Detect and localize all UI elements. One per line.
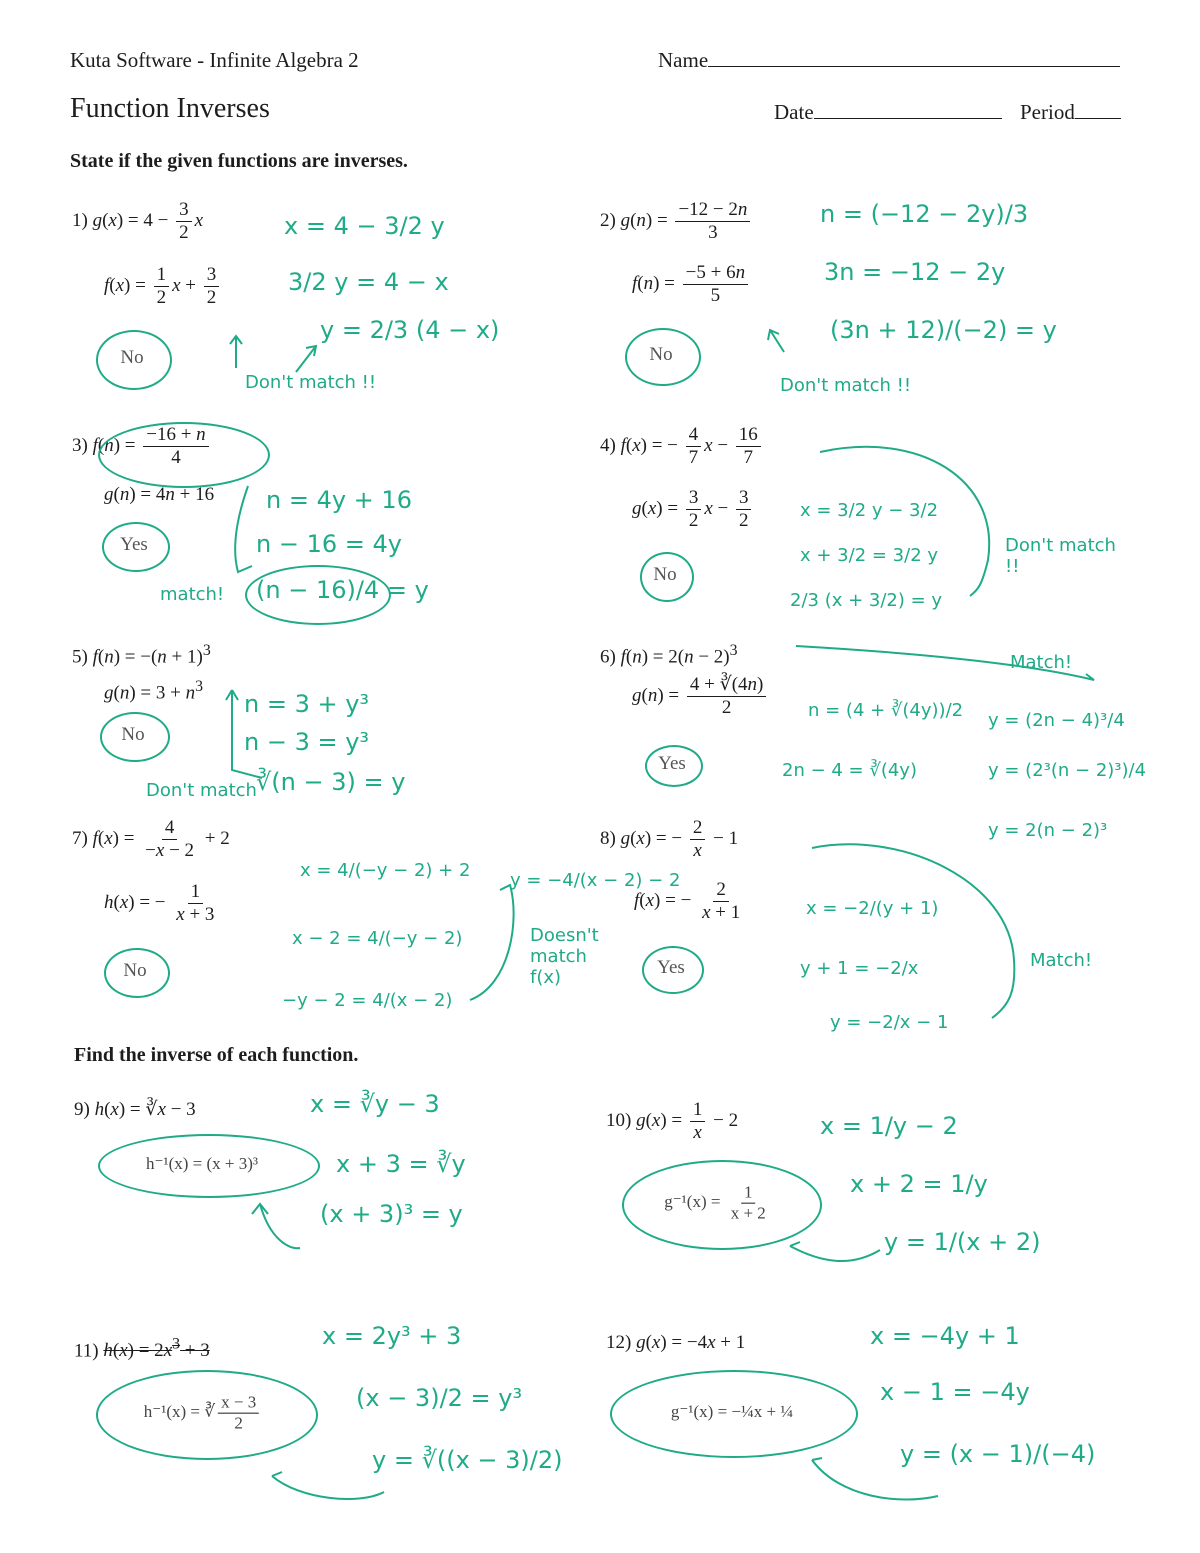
work-line: x = 1/y − 2: [820, 1112, 958, 1140]
problem-8-answer: Yes: [657, 957, 685, 978]
section2-instruction: Find the inverse of each function.: [74, 1044, 359, 1066]
work-line: y = −2/x − 1: [830, 1012, 949, 1033]
problem-number: 5): [72, 646, 88, 668]
work-line: n − 3 = y³: [244, 728, 370, 756]
work-note: Match!: [1030, 950, 1093, 971]
work-line: y = 1/(x + 2): [884, 1228, 1041, 1256]
work-line: x = −2/(y + 1): [806, 898, 939, 919]
publisher-line: Kuta Software - Infinite Algebra 2: [70, 48, 359, 72]
problem-10-g: 10) g(x) = $\frac{1}{x}$ − 2: [606, 1099, 739, 1143]
problem-3-f: 3) f(n) = $\frac{-16 + n}{4}$: [72, 425, 212, 468]
problem-number: 11): [74, 1340, 99, 1362]
arrow: [296, 346, 316, 372]
work-line: x = 4 − 3/2 y: [284, 212, 445, 240]
problem-9-h: 9) h(x) = ∛x − 3: [74, 1099, 196, 1120]
arrow: [252, 1204, 300, 1248]
answer-denominator: 2: [234, 1413, 243, 1433]
problem-12-g: 12) g(x) = −4x + 1: [606, 1332, 746, 1353]
period-label: Period: [1020, 100, 1075, 124]
problem-7-f: 7) f(x) = $\frac{4}{-x - 2}$ + 2: [72, 817, 230, 861]
work-line: x + 3 = ∛y: [336, 1150, 466, 1178]
problem-11-h: 11) $h(x) = 2x^3 + 3$: [74, 1336, 210, 1362]
problem-2-answer: No: [649, 344, 673, 365]
arrow: [230, 336, 242, 368]
work-note: Doesn't match f(x): [530, 925, 599, 988]
work-line: x − 1 = −4y: [880, 1378, 1030, 1406]
answer-lhs: g⁻¹(x) =: [664, 1191, 721, 1211]
work-line: x = −4y + 1: [870, 1322, 1020, 1350]
work-line: y = 2/3 (4 − x): [320, 316, 500, 344]
date-label: Date: [774, 100, 814, 124]
problem-7-answer: No: [123, 960, 147, 981]
work-line: x − 2 = 4/(−y − 2): [292, 928, 463, 949]
work-line: 2/3 (x + 3/2) = y: [790, 590, 943, 611]
arrow: [790, 1242, 880, 1261]
work-line: n − 16 = 4y: [256, 530, 402, 558]
problem-4-f: 4) f(x) = − $\frac{4}{7}$ x − $\frac{16}{7}$: [600, 425, 764, 468]
problem-number: 12): [606, 1332, 632, 1353]
answer-numerator: x − 3: [218, 1394, 259, 1414]
work-line: 3/2 y = 4 − x: [288, 268, 449, 296]
problem-11-answer: h⁻¹(x) = ∛ $\frac{x - 3}{2}$: [144, 1394, 262, 1433]
work-note: Don't match: [146, 780, 257, 801]
work-line: −y − 2 = 4/(x − 2): [282, 990, 453, 1011]
work-line: y = −4/(x − 2) − 2: [510, 870, 681, 891]
work-line: x + 3/2 = 3/2 y: [800, 545, 939, 566]
work-line: x = 4/(−y − 2) + 2: [300, 860, 471, 881]
work-line: (x + 3)³ = y: [320, 1200, 463, 1228]
problem-3-answer: Yes: [120, 534, 148, 555]
work-line: x = 2y³ + 3: [322, 1322, 462, 1350]
problem-number: 2): [600, 209, 616, 231]
problem-number: 3): [72, 434, 88, 456]
name-label: Name: [658, 48, 709, 72]
work-note: Don't match !!: [245, 372, 377, 393]
section1-instruction: State if the given functions are inverses.: [70, 150, 408, 172]
page-title: Function Inverses: [70, 93, 270, 124]
work-line: x + 2 = 1/y: [850, 1170, 988, 1198]
arrow: [226, 690, 262, 778]
answer-lhs: h⁻¹(x) =: [143, 1401, 201, 1421]
work-line: (x − 3)/2 = y³: [356, 1384, 523, 1412]
problem-2-f: f(n) = $\frac{-5 + 6n}{5}$: [632, 263, 751, 306]
work-line: y = (2³(n − 2)³)/4: [988, 760, 1147, 781]
work-line: (3n + 12)/(−2) = y: [830, 316, 1057, 344]
problem-6-answer: Yes: [658, 753, 686, 774]
arrow: [812, 844, 1014, 1018]
work-note: match!: [160, 584, 225, 605]
problem-8-g: 8) g(x) = − $\frac{2}{x}$ − 1: [600, 817, 739, 861]
arrow: [812, 1458, 938, 1500]
work-line: y = (x − 1)/(−4): [900, 1440, 1096, 1468]
problem-number: 9): [74, 1099, 90, 1120]
problem-1-answer: No: [120, 347, 144, 368]
problem-12-answer: g⁻¹(x) = −¼x + ¼: [670, 1402, 794, 1421]
work-line: (n − 16)/4 = y: [256, 576, 429, 604]
problem-5-answer: No: [121, 724, 145, 745]
problem-8-f: f(x) = − $\frac{2}{x + 1}$: [634, 879, 741, 923]
work-line: ∛(n − 3) = y: [256, 768, 406, 796]
problem-4-g: g(x) = $\frac{3}{2}$ x − $\frac{3}{2}$: [632, 488, 754, 531]
work-note: Don't match !!: [1005, 535, 1116, 577]
problem-number: 6): [600, 646, 616, 668]
problem-number: 10): [606, 1109, 632, 1131]
work-note: Don't match !!: [780, 375, 912, 396]
work-line: n = (4 + ∛(4y))/2: [808, 700, 964, 721]
work-line: y = ∛((x − 3)/2): [372, 1446, 563, 1474]
work-line: x = 3/2 y − 3/2: [800, 500, 939, 521]
problem-number: 7): [72, 827, 88, 849]
arrow: [272, 1472, 384, 1499]
arrow: [796, 646, 1094, 680]
problem-5-g: $g(n) = 3 + n^3$: [104, 678, 204, 704]
arrow: [820, 447, 989, 596]
problem-6-f: 6) $f(n) = 2(n - 2)^3$: [600, 642, 738, 668]
problem-1-g: 1) g(x) = 4 − $\frac{3}{2}$ x: [72, 199, 204, 243]
problem-6-g: g(n) = $\frac{4 + ∛(4n)}{2}$: [632, 675, 769, 718]
work-note: Match!: [1010, 652, 1073, 673]
problem-number: 1): [72, 209, 88, 231]
work-line: x = ∛y − 3: [310, 1090, 440, 1118]
work-line: y = 2(n − 2)³: [988, 820, 1108, 841]
problem-9-answer: h⁻¹(x) = (x + 3)³: [146, 1154, 258, 1173]
work-line: 2n − 4 = ∛(4y): [782, 760, 917, 781]
problem-number: 4): [600, 434, 616, 456]
answer-numerator: 1: [741, 1184, 756, 1204]
answer-denominator: x + 2: [730, 1203, 766, 1223]
work-line: y = (2n − 4)³/4: [988, 710, 1125, 731]
problem-5-f: 5) $f(n) = -(n + 1)^3$: [72, 642, 211, 668]
work-line: y + 1 = −2/x: [800, 958, 919, 979]
problem-1-f: f(x) = $\frac{1}{2}$ x + $\frac{3}{2}$: [104, 265, 222, 308]
work-line: n = 4y + 16: [266, 486, 412, 514]
problem-2-g: 2) g(n) = $\frac{-12 - 2n}{3}$: [600, 200, 753, 243]
problem-7-h: h(x) = − $\frac{1}{x + 3}$: [104, 881, 215, 925]
arrow: [235, 486, 252, 572]
work-line: n = 3 + y³: [244, 690, 370, 718]
arrow: [470, 885, 514, 1000]
problem-4-answer: No: [653, 564, 677, 585]
problem-3-g: g(n) = 4n + 16: [104, 484, 215, 505]
arrow: [768, 330, 784, 352]
work-line: 3n = −12 − 2y: [824, 258, 1006, 286]
work-line: n = (−12 − 2y)/3: [820, 200, 1029, 228]
problem-number: 8): [600, 827, 616, 849]
